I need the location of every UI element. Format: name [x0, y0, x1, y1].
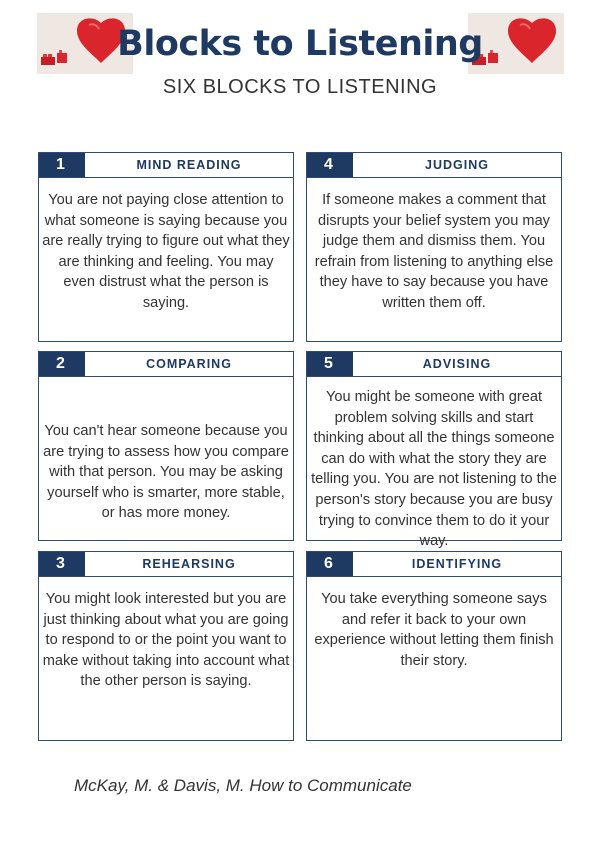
card-title: ADVISING: [422, 357, 492, 371]
card-number: 6: [307, 552, 353, 576]
card-header: [307, 352, 561, 377]
card-text: You are not paying close attention to what someone is saying because you are really trying to figure out what they are thinking and feeling. You may even distrust what the person is saying.: [42, 192, 290, 311]
card-number: 3: [39, 552, 85, 576]
card-text: You take everything someone says and refer it back to your own experience without letting them finish their story.: [314, 591, 554, 669]
block-card-advising: [306, 351, 562, 550]
card-text: You might be someone with great problem solving skills and start thinking about all the things someone can do with what the story they are telling you. You are not listening to the person's story because you are busy trying to convince them to do it your way.: [311, 389, 557, 550]
card-title: MIND READING: [136, 158, 242, 172]
card-number: 5: [307, 352, 353, 376]
card-text: If someone makes a comment that disrupts your belief system you may judge them and dismiss them. You refrain from listening to anything else they have to say because you have written them off.: [314, 192, 554, 311]
card-header: [39, 153, 293, 178]
block-card-mind-reading: [38, 152, 294, 342]
card-title: IDENTIFYING: [411, 557, 503, 571]
block-card-rehearsing: [38, 551, 294, 741]
block-card-identifying: [306, 551, 562, 741]
card-header: [307, 552, 561, 577]
card-number: 2: [39, 352, 85, 376]
page-title: Blocks to Listening: [117, 24, 483, 64]
card-text: You can't hear someone because you are trying to assess how you compare with that person. You may be asking yourself who is smarter, more stable, or has more money.: [43, 423, 289, 522]
card-number: 1: [39, 153, 85, 177]
citation: McKay, M. & Davis, M. How to Communicate: [74, 776, 412, 795]
card-header: [39, 352, 293, 377]
card-number: 4: [307, 153, 353, 177]
page-subtitle: SIX BLOCKS TO LISTENING: [162, 76, 438, 98]
card-title: REHEARSING: [142, 557, 236, 571]
card-header: [39, 552, 293, 577]
block-card-comparing: [38, 351, 294, 541]
card-title: JUDGING: [425, 158, 489, 172]
block-card-judging: [306, 152, 562, 342]
card-header: [307, 153, 561, 178]
card-text: You might look interested but you are just thinking about what you are going to respond to or the point you want to make without taking into account what the other person is saying.: [42, 591, 290, 690]
card-title: COMPARING: [146, 357, 232, 371]
